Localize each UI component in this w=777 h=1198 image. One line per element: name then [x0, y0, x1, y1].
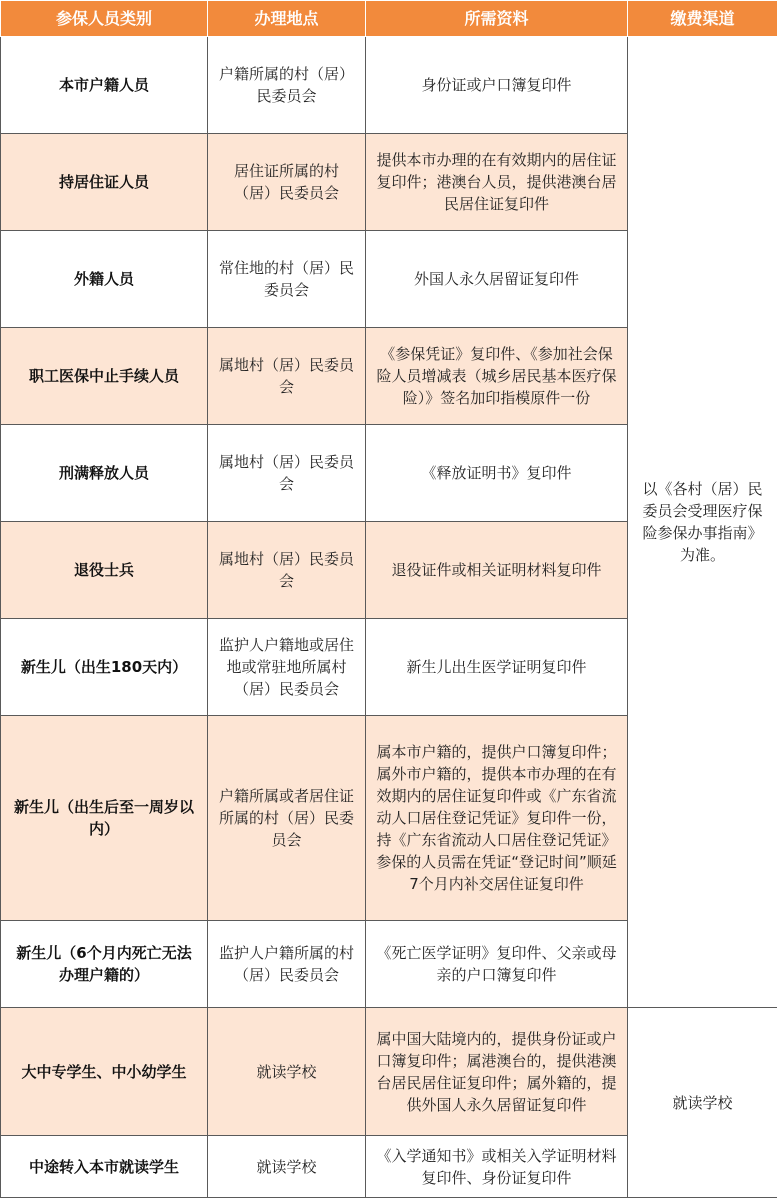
location-cell: 监护人户籍地或居住地或常驻地所属村（居）民委员会: [208, 619, 366, 716]
category-cell: 退役士兵: [1, 522, 208, 619]
materials-cell: 外国人永久居留证复印件: [366, 231, 628, 328]
header-payment: 缴费渠道: [628, 1, 777, 37]
category-cell: 刑满释放人员: [1, 425, 208, 522]
location-cell: 户籍所属或者居住证所属的村（居）民委员会: [208, 716, 366, 921]
category-cell: 新生儿（出生180天内）: [1, 619, 208, 716]
materials-cell: 《入学通知书》或相关入学证明材料复印件、身份证复印件: [366, 1136, 628, 1198]
category-cell: 新生儿（出生后至一周岁以内）: [1, 716, 208, 921]
category-cell: 本市户籍人员: [1, 37, 208, 134]
table-row: [1, 37, 777, 134]
location-cell: 居住证所属的村（居）民委员会: [208, 134, 366, 231]
location-cell: 属地村（居）民委员会: [208, 425, 366, 522]
materials-cell: 提供本市办理的在有效期内的居住证复印件；港澳台人员，提供港澳台居民居住证复印件: [366, 134, 628, 231]
materials-cell: 身份证或户口簿复印件: [366, 37, 628, 134]
header-row: [1, 1, 777, 37]
payment-cell: 以《各村（居）民委员会受理医疗保险参保办事指南》为准。: [628, 37, 777, 1008]
location-cell: 户籍所属的村（居）民委员会: [208, 37, 366, 134]
location-cell: 就读学校: [208, 1008, 366, 1136]
location-cell: 监护人户籍所属的村（居）民委员会: [208, 921, 366, 1008]
materials-cell: 《死亡医学证明》复印件、父亲或母亲的户口簿复印件: [366, 921, 628, 1008]
materials-cell: 新生儿出生医学证明复印件: [366, 619, 628, 716]
location-cell: 常住地的村（居）民委员会: [208, 231, 366, 328]
materials-cell: 《参保凭证》复印件、《参加社会保险人员增减表（城乡居民基本医疗保险）》签名加印指模原件一份: [366, 328, 628, 425]
payment-cell: 就读学校: [628, 1008, 777, 1198]
header-location: 办理地点: [208, 1, 366, 37]
location-cell: 属地村（居）民委员会: [208, 522, 366, 619]
category-cell: 外籍人员: [1, 231, 208, 328]
header-materials: 所需资料: [366, 1, 628, 37]
category-cell: 大中专学生、中小幼学生: [1, 1008, 208, 1136]
materials-cell: 《释放证明书》复印件: [366, 425, 628, 522]
category-cell: 职工医保中止手续人员: [1, 328, 208, 425]
location-cell: 就读学校: [208, 1136, 366, 1198]
category-cell: 持居住证人员: [1, 134, 208, 231]
materials-cell: 属中国大陆境内的，提供身份证或户口簿复印件；属港澳台的，提供港澳台居民居住证复印件；属外籍的，提供外国人永久居留证复印件: [366, 1008, 628, 1136]
header-category: 参保人员类别: [1, 1, 208, 37]
materials-cell: 属本市户籍的，提供户口簿复印件；属外市户籍的，提供本市办理的在有效期内的居住证复印件或《广东省流动人口居住登记凭证》复印件一份，持《广东省流动人口居住登记凭证》参保的人员需在凭证“登记时间”顺延7个月内补交居住证复印件: [366, 716, 628, 921]
category-cell: 中途转入本市就读学生: [1, 1136, 208, 1198]
table-row: [1, 1008, 777, 1136]
location-cell: 属地村（居）民委员会: [208, 328, 366, 425]
materials-cell: 退役证件或相关证明材料复印件: [366, 522, 628, 619]
category-cell: 新生儿（6个月内死亡无法办理户籍的）: [1, 921, 208, 1008]
